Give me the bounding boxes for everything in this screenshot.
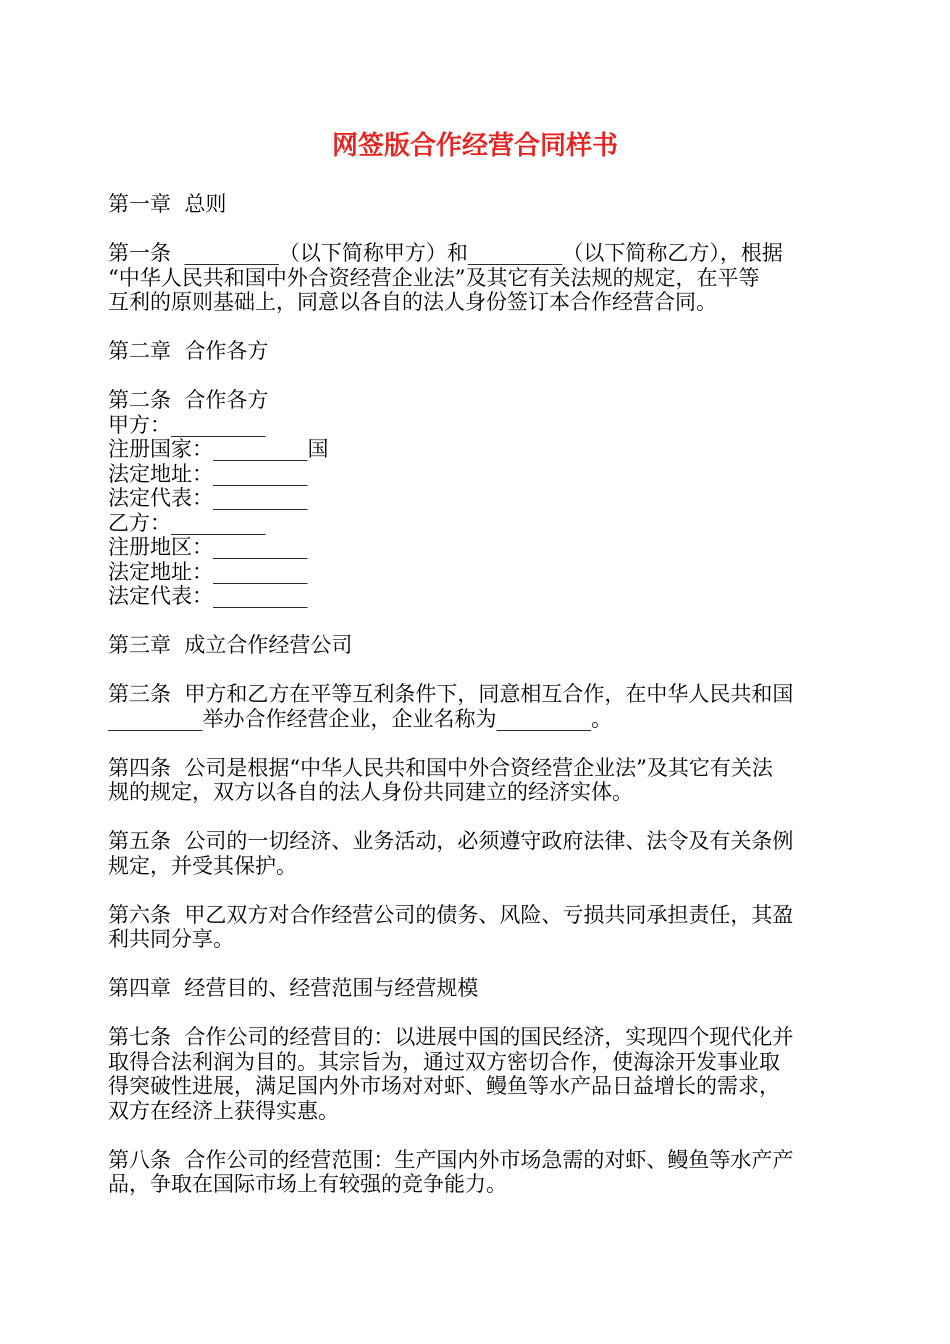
party-a-field: 甲方：_________ [108,412,266,437]
party-b-address-field: 法定地址：_________ [108,559,308,584]
article-5 [108,829,842,878]
article-8 [108,1148,842,1197]
article-1-line: 第一条 _________（以下简称甲方）和_________（以下简称乙方），根据 [108,241,783,265]
article-2-heading: 第二条 合作各方 [108,388,269,412]
article-7 [108,1025,842,1123]
article-4-line: 第四条 公司是根据“中华人民共和国中外合资经营企业法”及其它有关法 [108,755,773,780]
chapter-4-heading: 第四章 经营目的、经营范围与经营规模 [108,976,479,1000]
party-a-address-field: 法定地址：_________ [108,461,308,486]
article-8-line: 第八条 合作公司的经营范围：生产国内外市场急需的对虾、鳗鱼等水产产 [108,1147,794,1172]
document-body [108,192,842,1197]
party-b-field: 乙方：_________ [108,510,266,535]
article-1 [108,241,842,315]
article-2 [108,388,842,609]
article-8-line: 品，争取在国际市场上有较强的竞争能力。 [108,1172,507,1196]
article-3-line: _________举办合作经营企业，企业名称为_________。 [108,706,612,731]
article-1-line: 互利的原则基础上，同意以各自的法人身份签订本合作经营合同。 [108,290,717,314]
article-5-line: 第五条 公司的一切经济、业务活动，必须遵守政府法律、法令及有关条例 [108,829,794,853]
document-title: 网签版合作经营合同样书 [331,131,618,161]
article-6 [108,903,842,952]
article-3-line: 第三条 甲方和乙方在平等互利条件下，同意相互合作，在中华人民共和国 [108,682,794,706]
article-1-line: “中华人民共和国中外合资经营企业法”及其它有关法规的规定，在平等 [108,265,760,290]
party-b-representative-field: 法定代表：_________ [108,584,308,608]
party-b-region-field: 注册地区：_________ [108,535,308,559]
party-a-country-field: 注册国家：_________国 [108,437,329,461]
party-a-representative-field: 法定代表：_________ [108,486,308,510]
article-7-line: 第七条 合作公司的经营目的：以进展中国的国民经济，实现四个现代化并 [108,1025,794,1049]
article-3 [108,682,842,731]
article-6-line: 第六条 甲乙双方对合作经营公司的债务、风险、亏损共同承担责任，其盈 [108,902,794,927]
chapter-1-heading: 第一章 总则 [108,192,227,216]
article-4 [108,756,842,805]
article-6-line: 利共同分享。 [108,927,234,951]
chapter-3-heading: 第三章 成立合作经营公司 [108,633,353,657]
article-7-line: 双方在经济上获得实惠。 [108,1098,339,1123]
article-7-line: 取得合法利润为目的。其宗旨为，通过双方密切合作，使海涂开发事业取 [108,1049,780,1074]
article-7-line: 得突破性进展，满足国内外市场对对虾、鳗鱼等水产品日益增长的需求， [108,1074,780,1098]
article-5-line: 规定，并受其保护。 [108,853,297,878]
chapter-2-heading: 第二章 合作各方 [108,339,269,363]
article-4-line: 规的规定，双方以各自的法人身份共同建立的经济实体。 [108,780,633,804]
